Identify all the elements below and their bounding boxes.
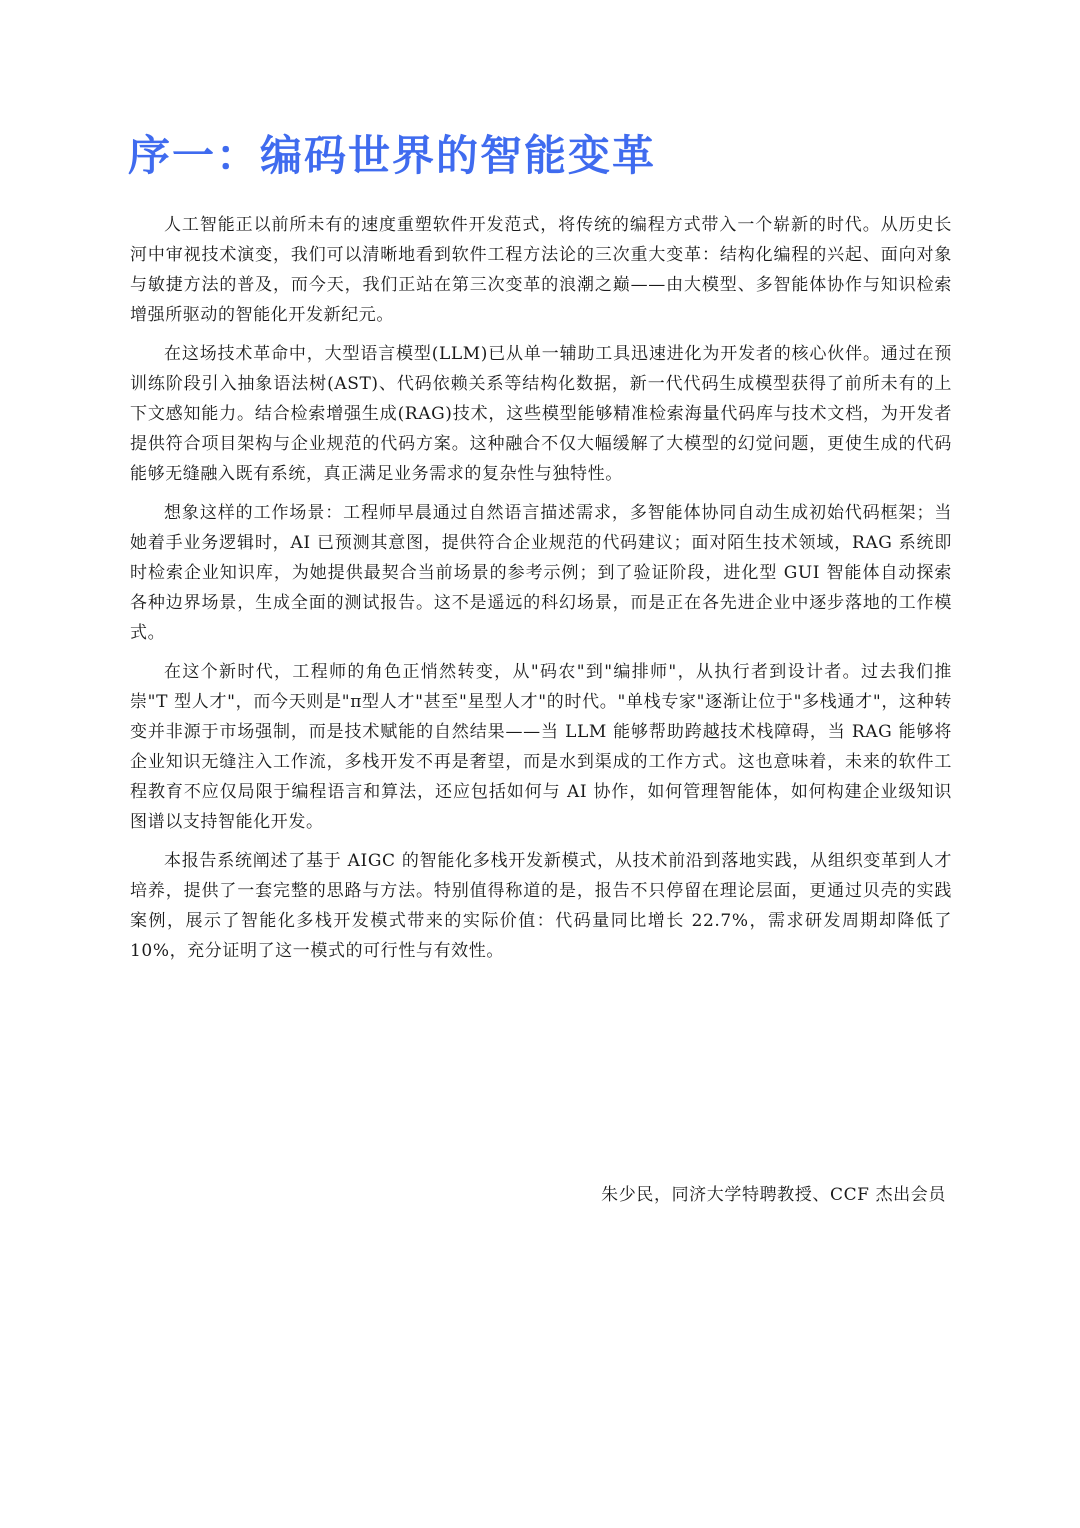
paragraph-1: 人工智能正以前所未有的速度重塑软件开发范式，将传统的编程方式带入一个崭新的时代。从历史长河中审视技术演变，我们可以清晰地看到软件工程方法论的三次重大变革：结构化编程的兴起、面向对象与敏捷方法的普及，而今天，我们正站在第三次变革的浪潮之巅——由大模型、多智能体协作与知识检索增强所驱动的智能化开发新纪元。 [130, 215, 952, 325]
paragraph-5: 本报告系统阐述了基于 AIGC 的智能化多栈开发新模式，从技术前沿到落地实践，从组织变革到人才培养，提供了一套完整的思路与方法。特别值得称道的是，报告不只停留在理论层面，更通过贝壳的实践案例，展示了智能化多栈开发模式带来的实际价值：代码量同比增长 22.7%，需求研发周期却降低了 10%，充分证明了这一模式的可行性与有效性。 [130, 851, 952, 961]
paragraph-4: 在这个新时代，工程师的角色正悄然转变，从"码农"到"编排师"，从执行者到设计者。过去我们推崇"T 型人才"，而今天则是"π型人才"甚至"星型人才"的时代。"单栈专家"逐渐让位于"多栈通才"，这种转变并非源于市场强制，而是技术赋能的自然结果——当 LLM 能够帮助跨越技术栈障碍，当 RAG 能够将企业知识无缝注入工作流，多栈开发不再是奢望，而是水到渠成的工作方式。这也意味着，未来的软件工程教育不应仅局限于编程语言和算法，还应包括如何与 AI 协作，如何管理智能体，如何构建企业级知识图谱以支持智能化开发。 [130, 662, 952, 832]
author-signature: 朱少民，同济大学特聘教授、CCF 杰出会员 [601, 1185, 946, 1205]
page-title: 序一：编码世界的智能变革 [128, 131, 657, 180]
document-body [130, 210, 952, 975]
paragraph-3: 想象这样的工作场景：工程师早晨通过自然语言描述需求，多智能体协同自动生成初始代码框架；当她着手业务逻辑时，AI 已预测其意图，提供符合企业规范的代码建议；面对陌生技术领域，RAG 系统即时检索企业知识库，为她提供最契合当前场景的参考示例；到了验证阶段，进化型 GUI 智能体自动探索各种边界场景，生成全面的测试报告。这不是遥远的科幻场景，而是正在各先进企业中逐步落地的工作模式。 [130, 503, 952, 643]
paragraph-2: 在这场技术革命中，大型语言模型(LLM)已从单一辅助工具迅速进化为开发者的核心伙伴。通过在预训练阶段引入抽象语法树(AST)、代码依赖关系等结构化数据，新一代代码生成模型获得了前所未有的上下文感知能力。结合检索增强生成(RAG)技术，这些模型能够精准检索海量代码库与技术文档，为开发者提供符合项目架构与企业规范的代码方案。这种融合不仅大幅缓解了大模型的幻觉问题，更使生成的代码能够无缝融入既有系统，真正满足业务需求的复杂性与独特性。 [130, 344, 952, 484]
